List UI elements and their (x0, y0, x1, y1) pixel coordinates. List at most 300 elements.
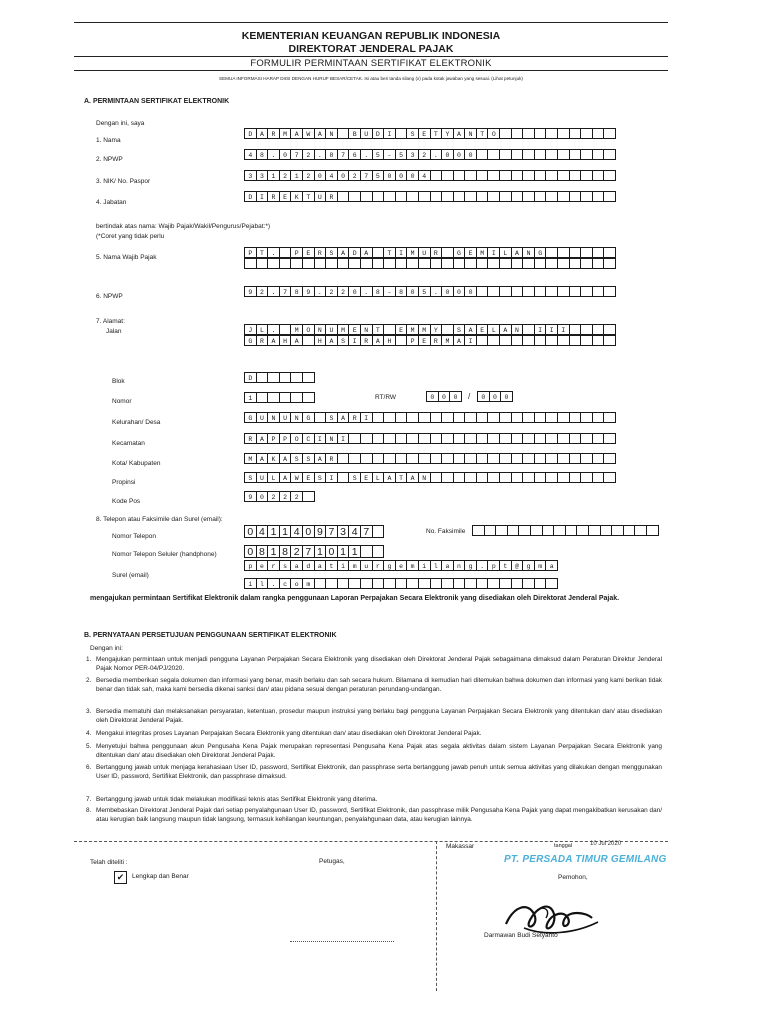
char-box[interactable]: 3 (256, 170, 269, 181)
char-box[interactable]: G (453, 247, 466, 258)
char-box[interactable]: S (325, 412, 338, 423)
telepon-field[interactable] (244, 525, 383, 538)
char-box[interactable]: 1 (267, 170, 280, 181)
char-box[interactable]: a (290, 560, 303, 571)
char-box[interactable]: M (244, 453, 257, 464)
char-box[interactable]: R (430, 247, 443, 258)
char-box[interactable]: . (430, 149, 443, 160)
char-box[interactable]: t (499, 560, 512, 571)
char-box[interactable]: s (279, 560, 292, 571)
char-box[interactable]: P (406, 335, 419, 346)
char-box[interactable]: 9 (244, 286, 257, 297)
char-box[interactable] (646, 525, 659, 536)
char-box[interactable]: . (267, 247, 280, 258)
char-box[interactable]: E (476, 324, 489, 335)
char-box[interactable]: N (325, 128, 338, 139)
char-box[interactable]: R (348, 412, 361, 423)
char-box[interactable]: @ (511, 560, 524, 571)
char-box[interactable]: A (290, 128, 303, 139)
char-box[interactable]: O (290, 433, 303, 444)
nama-field[interactable] (244, 128, 615, 139)
char-box[interactable]: 2 (290, 491, 303, 502)
char-box[interactable]: W (302, 128, 315, 139)
char-box[interactable]: A (314, 128, 327, 139)
char-box[interactable]: M (418, 324, 431, 335)
char-box[interactable]: a (441, 560, 454, 571)
char-box[interactable]: M (441, 335, 454, 346)
char-box[interactable]: N (464, 128, 477, 139)
nomor-field[interactable] (244, 392, 314, 403)
char-box[interactable]: R (256, 335, 269, 346)
npwp-wp-field[interactable] (244, 286, 615, 297)
char-box[interactable]: E (418, 128, 431, 139)
char-box[interactable]: S (337, 335, 350, 346)
char-box[interactable]: U (418, 247, 431, 258)
char-box[interactable]: 0 (441, 286, 454, 297)
char-box[interactable]: L (267, 472, 280, 483)
char-box[interactable] (302, 372, 315, 383)
char-box[interactable]: A (256, 128, 269, 139)
char-box[interactable]: m (534, 560, 547, 571)
char-box[interactable]: 7 (279, 286, 292, 297)
char-box[interactable]: T (383, 247, 396, 258)
char-box[interactable]: W (290, 472, 303, 483)
nik-field[interactable] (244, 170, 615, 181)
char-box[interactable]: 6 (348, 149, 361, 160)
char-box[interactable]: 0 (453, 149, 466, 160)
char-box[interactable]: 0 (426, 391, 439, 402)
blok-field[interactable] (244, 372, 314, 383)
char-box[interactable]: R (267, 128, 280, 139)
char-box[interactable]: . (360, 286, 373, 297)
char-box[interactable]: I (557, 324, 570, 335)
char-box[interactable]: N (418, 472, 431, 483)
kodepos-field[interactable] (244, 491, 314, 502)
char-box[interactable]: 0 (244, 545, 257, 558)
char-box[interactable]: 5 (372, 170, 385, 181)
char-box[interactable]: I (545, 324, 558, 335)
seluler-field[interactable] (244, 545, 383, 558)
char-box[interactable]: 4 (256, 525, 269, 538)
char-box[interactable]: 0 (449, 391, 462, 402)
char-box[interactable]: 0 (477, 391, 490, 402)
char-box[interactable]: 0 (256, 491, 269, 502)
char-box[interactable]: L (256, 324, 269, 335)
char-box[interactable]: A (453, 128, 466, 139)
char-box[interactable] (603, 247, 616, 258)
char-box[interactable]: r (372, 560, 385, 571)
char-box[interactable] (603, 412, 616, 423)
char-box[interactable]: A (314, 453, 327, 464)
char-box[interactable]: d (302, 560, 315, 571)
char-box[interactable]: S (406, 128, 419, 139)
char-box[interactable]: R (314, 247, 327, 258)
char-box[interactable]: E (302, 472, 315, 483)
char-box[interactable]: E (302, 247, 315, 258)
char-box[interactable]: I (395, 247, 408, 258)
faks-field[interactable] (472, 525, 658, 536)
char-box[interactable]: 5 (372, 149, 385, 160)
char-box[interactable]: S (348, 472, 361, 483)
char-box[interactable]: H (314, 335, 327, 346)
nama-wp-field-2[interactable] (244, 258, 615, 269)
char-box[interactable]: m (406, 560, 419, 571)
surel-field-2[interactable] (244, 578, 557, 589)
char-box[interactable]: N (325, 433, 338, 444)
char-box[interactable]: . (267, 149, 280, 160)
char-box[interactable]: A (337, 412, 350, 423)
char-box[interactable]: 0 (406, 286, 419, 297)
char-box[interactable]: 2 (302, 170, 315, 181)
char-box[interactable]: N (314, 324, 327, 335)
char-box[interactable]: 0 (383, 170, 396, 181)
char-box[interactable]: a (545, 560, 558, 571)
char-box[interactable]: U (256, 472, 269, 483)
char-box[interactable]: 2 (348, 170, 361, 181)
char-box[interactable]: u (360, 560, 373, 571)
char-box[interactable]: p (487, 560, 500, 571)
char-box[interactable]: D (244, 128, 257, 139)
char-box[interactable]: A (267, 335, 280, 346)
char-box[interactable]: K (290, 191, 303, 202)
char-box[interactable]: Y (441, 128, 454, 139)
char-box[interactable]: P (244, 247, 257, 258)
char-box[interactable] (603, 191, 616, 202)
char-box[interactable]: c (279, 578, 292, 589)
char-box[interactable]: I (360, 412, 373, 423)
char-box[interactable]: 3 (244, 170, 257, 181)
char-box[interactable]: 5 (395, 149, 408, 160)
char-box[interactable]: A (372, 335, 385, 346)
char-box[interactable]: 1 (267, 545, 280, 558)
char-box[interactable]: T (395, 472, 408, 483)
char-box[interactable]: U (256, 412, 269, 423)
char-box[interactable]: P (290, 247, 303, 258)
char-box[interactable]: 0 (464, 149, 477, 160)
char-box[interactable]: A (279, 453, 292, 464)
char-box[interactable]: S (244, 472, 257, 483)
char-box[interactable]: O (302, 324, 315, 335)
char-box[interactable]: 4 (290, 525, 303, 538)
char-box[interactable] (603, 453, 616, 464)
char-box[interactable]: 2 (267, 491, 280, 502)
char-box[interactable]: I (256, 191, 269, 202)
char-box[interactable]: K (267, 453, 280, 464)
kota-field[interactable] (244, 453, 615, 464)
char-box[interactable]: E (395, 324, 408, 335)
char-box[interactable]: 4 (244, 149, 257, 160)
char-box[interactable]: M (279, 128, 292, 139)
char-box[interactable]: 2 (290, 545, 303, 558)
char-box[interactable]: G (244, 412, 257, 423)
char-box[interactable]: E (418, 335, 431, 346)
char-box[interactable]: g (464, 560, 477, 571)
char-box[interactable] (603, 170, 616, 181)
rw-field[interactable] (477, 391, 512, 402)
char-box[interactable]: B (348, 128, 361, 139)
char-box[interactable]: p (244, 560, 257, 571)
char-box[interactable]: 7 (290, 149, 303, 160)
char-box[interactable]: m (302, 578, 315, 589)
char-box[interactable]: 0 (325, 545, 338, 558)
char-box[interactable]: 2 (279, 170, 292, 181)
char-box[interactable]: I (337, 433, 350, 444)
char-box[interactable]: E (464, 247, 477, 258)
lengkap-checkbox[interactable]: ✔ (114, 871, 127, 884)
char-box[interactable]: E (279, 191, 292, 202)
char-box[interactable]: G (534, 247, 547, 258)
char-box[interactable]: o (290, 578, 303, 589)
char-box[interactable]: 1 (348, 545, 361, 558)
char-box[interactable]: N (290, 412, 303, 423)
char-box[interactable]: e (395, 560, 408, 571)
char-box[interactable]: A (383, 472, 396, 483)
jalan-field-2[interactable] (244, 335, 615, 346)
char-box[interactable]: 0 (337, 170, 350, 181)
char-box[interactable]: 8 (279, 545, 292, 558)
char-box[interactable]: I (464, 335, 477, 346)
char-box[interactable] (603, 149, 616, 160)
char-box[interactable]: N (360, 324, 373, 335)
char-box[interactable]: A (325, 335, 338, 346)
char-box[interactable]: 0 (314, 170, 327, 181)
char-box[interactable] (302, 491, 315, 502)
char-box[interactable]: 1 (267, 525, 280, 538)
char-box[interactable]: S (314, 472, 327, 483)
char-box[interactable]: N (522, 247, 535, 258)
char-box[interactable]: G (302, 412, 315, 423)
char-box[interactable]: 0 (453, 286, 466, 297)
char-box[interactable]: 2 (418, 149, 431, 160)
char-box[interactable]: 0 (244, 525, 257, 538)
char-box[interactable]: 8 (372, 286, 385, 297)
char-box[interactable]: U (360, 128, 373, 139)
char-box[interactable]: 2 (337, 286, 350, 297)
jalan-field-1[interactable] (244, 324, 615, 335)
char-box[interactable] (545, 578, 558, 589)
char-box[interactable]: 7 (337, 149, 350, 160)
char-box[interactable]: I (314, 433, 327, 444)
char-box[interactable]: 2 (325, 286, 338, 297)
propinsi-field[interactable] (244, 472, 615, 483)
char-box[interactable]: T (430, 128, 443, 139)
char-box[interactable] (603, 335, 616, 346)
char-box[interactable]: g (383, 560, 396, 571)
char-box[interactable] (372, 525, 385, 538)
char-box[interactable]: L (372, 472, 385, 483)
char-box[interactable]: R (325, 191, 338, 202)
char-box[interactable]: R (325, 453, 338, 464)
char-box[interactable]: g (522, 560, 535, 571)
char-box[interactable]: l (430, 560, 443, 571)
char-box[interactable]: 7 (325, 525, 338, 538)
char-box[interactable]: . (430, 286, 443, 297)
char-box[interactable]: R (244, 433, 257, 444)
char-box[interactable]: 9 (314, 525, 327, 538)
char-box[interactable]: 0 (489, 391, 502, 402)
char-box[interactable]: S (302, 453, 315, 464)
char-box[interactable]: D (244, 191, 257, 202)
char-box[interactable]: 8 (256, 149, 269, 160)
char-box[interactable]: 0 (395, 170, 408, 181)
char-box[interactable]: 3 (337, 525, 350, 538)
char-box[interactable]: H (383, 335, 396, 346)
rt-field[interactable] (426, 391, 461, 402)
char-box[interactable]: . (267, 324, 280, 335)
char-box[interactable]: T (476, 128, 489, 139)
char-box[interactable]: 4 (325, 170, 338, 181)
nama-wp-field-1[interactable] (244, 247, 615, 258)
char-box[interactable]: i (418, 560, 431, 571)
npwp-field[interactable] (244, 149, 615, 160)
char-box[interactable]: O (487, 128, 500, 139)
char-box[interactable]: i (244, 578, 257, 589)
char-box[interactable]: E (360, 472, 373, 483)
char-box[interactable]: a (314, 560, 327, 571)
char-box[interactable]: I (534, 324, 547, 335)
char-box[interactable]: A (464, 324, 477, 335)
char-box[interactable]: R (360, 335, 373, 346)
char-box[interactable]: S (453, 324, 466, 335)
char-box[interactable]: - (383, 286, 396, 297)
char-box[interactable]: n (453, 560, 466, 571)
char-box[interactable]: M (290, 324, 303, 335)
char-box[interactable]: D (244, 372, 257, 383)
char-box[interactable]: S (290, 453, 303, 464)
char-box[interactable]: 1 (244, 392, 257, 403)
char-box[interactable]: . (267, 286, 280, 297)
char-box[interactable]: M (406, 324, 419, 335)
char-box[interactable]: 7 (360, 525, 373, 538)
char-box[interactable]: U (325, 324, 338, 335)
char-box[interactable]: 1 (314, 545, 327, 558)
char-box[interactable]: 0 (279, 149, 292, 160)
char-box[interactable]: 1 (279, 525, 292, 538)
char-box[interactable]: - (383, 149, 396, 160)
char-box[interactable]: E (348, 324, 361, 335)
char-box[interactable]: M (337, 324, 350, 335)
char-box[interactable]: 2 (256, 286, 269, 297)
char-box[interactable]: 0 (348, 286, 361, 297)
char-box[interactable]: 1 (290, 170, 303, 181)
char-box[interactable]: . (314, 286, 327, 297)
char-box[interactable]: 0 (441, 149, 454, 160)
char-box[interactable]: 0 (438, 391, 451, 402)
char-box[interactable] (603, 472, 616, 483)
surel-field-1[interactable] (244, 560, 557, 571)
char-box[interactable]: A (453, 335, 466, 346)
char-box[interactable]: . (476, 560, 489, 571)
char-box[interactable] (372, 545, 385, 558)
char-box[interactable]: 4 (348, 525, 361, 538)
char-box[interactable]: 8 (395, 286, 408, 297)
kecamatan-field[interactable] (244, 433, 615, 444)
char-box[interactable]: J (244, 324, 257, 335)
char-box[interactable]: l (256, 578, 269, 589)
char-box[interactable]: m (348, 560, 361, 571)
char-box[interactable]: A (337, 247, 350, 258)
char-box[interactable]: T (256, 247, 269, 258)
char-box[interactable]: D (348, 247, 361, 258)
char-box[interactable]: L (499, 247, 512, 258)
char-box[interactable]: M (406, 247, 419, 258)
char-box[interactable]: A (279, 472, 292, 483)
char-box[interactable]: 8 (256, 545, 269, 558)
char-box[interactable] (302, 392, 315, 403)
char-box[interactable]: I (383, 128, 396, 139)
char-box[interactable]: T (302, 191, 315, 202)
char-box[interactable]: L (487, 324, 500, 335)
char-box[interactable]: S (325, 247, 338, 258)
char-box[interactable]: M (476, 247, 489, 258)
char-box[interactable]: . (314, 149, 327, 160)
char-box[interactable] (603, 324, 616, 335)
char-box[interactable]: . (267, 578, 280, 589)
char-box[interactable]: N (511, 324, 524, 335)
char-box[interactable]: H (279, 335, 292, 346)
char-box[interactable]: i (337, 560, 350, 571)
char-box[interactable]: 0 (406, 170, 419, 181)
char-box[interactable]: R (267, 191, 280, 202)
char-box[interactable]: 7 (360, 170, 373, 181)
char-box[interactable]: 2 (302, 149, 315, 160)
char-box[interactable]: A (256, 453, 269, 464)
char-box[interactable]: U (279, 412, 292, 423)
char-box[interactable]: 4 (418, 170, 431, 181)
jabatan-field[interactable] (244, 191, 615, 202)
char-box[interactable]: P (279, 433, 292, 444)
char-box[interactable] (603, 128, 616, 139)
kelurahan-field[interactable] (244, 412, 615, 423)
char-box[interactable]: 9 (244, 491, 257, 502)
char-box[interactable]: G (244, 335, 257, 346)
char-box[interactable]: 2 (279, 491, 292, 502)
char-box[interactable]: D (372, 128, 385, 139)
char-box[interactable]: . (360, 149, 373, 160)
char-box[interactable]: Y (430, 324, 443, 335)
char-box[interactable]: A (290, 335, 303, 346)
char-box[interactable]: 0 (500, 391, 513, 402)
char-box[interactable]: A (256, 433, 269, 444)
char-box[interactable]: 8 (290, 286, 303, 297)
char-box[interactable]: N (267, 412, 280, 423)
char-box[interactable]: A (511, 247, 524, 258)
char-box[interactable]: C (302, 433, 315, 444)
char-box[interactable]: t (325, 560, 338, 571)
char-box[interactable]: r (267, 560, 280, 571)
char-box[interactable]: 1 (337, 545, 350, 558)
char-box[interactable]: R (430, 335, 443, 346)
char-box[interactable] (603, 433, 616, 444)
char-box[interactable]: T (372, 324, 385, 335)
char-box[interactable]: P (267, 433, 280, 444)
char-box[interactable]: I (487, 247, 500, 258)
char-box[interactable] (603, 286, 616, 297)
char-box[interactable] (603, 258, 616, 269)
char-box[interactable]: 0 (302, 525, 315, 538)
char-box[interactable]: A (499, 324, 512, 335)
char-box[interactable]: 9 (302, 286, 315, 297)
char-box[interactable]: A (360, 247, 373, 258)
char-box[interactable]: I (325, 472, 338, 483)
char-box[interactable]: 0 (464, 286, 477, 297)
char-box[interactable]: e (256, 560, 269, 571)
char-box[interactable]: I (348, 335, 361, 346)
char-box[interactable]: 5 (418, 286, 431, 297)
char-box[interactable]: 7 (302, 545, 315, 558)
char-box[interactable]: A (406, 472, 419, 483)
char-box[interactable]: 3 (406, 149, 419, 160)
